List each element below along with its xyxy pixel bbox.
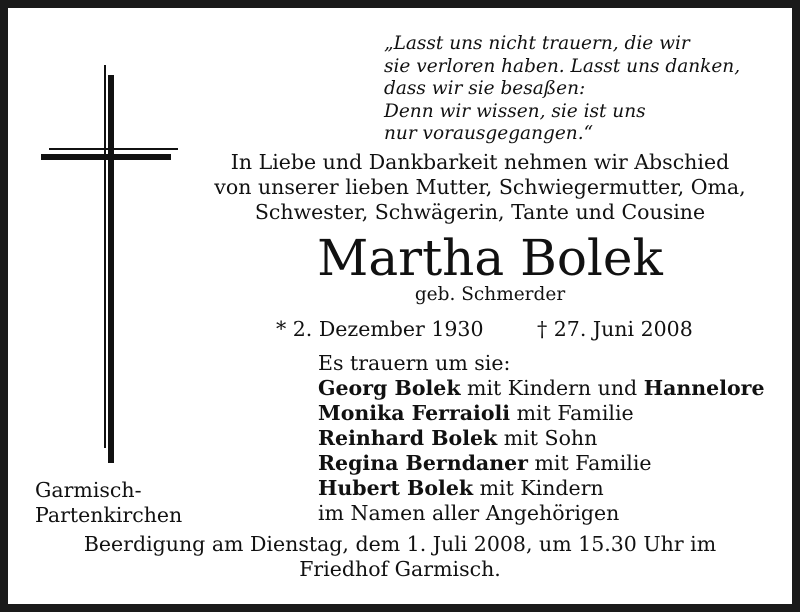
mourner-name: Georg Bolek: [318, 376, 461, 400]
place-line: Partenkirchen: [35, 503, 183, 527]
mourner-detail: mit Kindern und: [460, 376, 644, 400]
mourner-name: Monika Ferraioli: [318, 401, 511, 425]
mourner-name: Hannelore: [643, 376, 765, 400]
mourner-name: Hubert Bolek: [318, 476, 474, 500]
intro-text: [170, 150, 790, 225]
poem-line: sie verloren haben. Lasst uns danken,: [384, 55, 741, 77]
mourner-detail: mit Sohn: [497, 426, 598, 450]
mourner-detail: mit Familie: [510, 401, 634, 425]
poem-line: dass wir sie besaßen:: [384, 78, 586, 99]
poem-line: Denn wir wissen, sie ist uns: [384, 100, 646, 122]
mourner-detail: mit Familie: [527, 451, 652, 475]
mourner-row: [318, 476, 765, 501]
mourner-name: Regina Berndaner: [318, 451, 528, 475]
funeral-line: Friedhof Garmisch.: [299, 557, 501, 581]
mourner-name: Reinhard Bolek: [318, 426, 498, 450]
poem-quote: [384, 33, 740, 146]
deceased-name: Martha Bolek: [317, 229, 663, 287]
mourner-row: [318, 426, 765, 451]
mourners-closing: im Namen aller Angehörigen: [318, 501, 620, 525]
place-line: Garmisch-: [35, 478, 142, 502]
birth-date: * 2. Dezember 1930: [276, 317, 484, 341]
place-name: [35, 478, 182, 528]
poem-line: nur vorausgegangen.“: [384, 123, 594, 144]
birth-name: geb. Schmerder: [414, 284, 566, 305]
intro-line: Schwester, Schwägerin, Tante und Cousine: [254, 200, 706, 224]
funeral-notice: [0, 532, 800, 582]
funeral-line: Beerdigung am Dienstag, dem 1. Juli 2008, um 15.30 Uhr im: [83, 532, 717, 556]
mourner-row: [318, 451, 765, 476]
cross-icon-horizontal: [41, 145, 178, 163]
mourner-detail: mit Kindern: [473, 476, 604, 500]
intro-line: von unserer lieben Mutter, Schwiegermutter, Oma,: [214, 175, 746, 199]
poem-line: „Lasst uns nicht trauern, die wir: [384, 33, 690, 54]
mourner-row: [318, 376, 765, 401]
mourner-row: [318, 401, 765, 426]
mourners-intro: Es trauern um sie:: [318, 351, 511, 375]
death-date: † 27. Juni 2008: [537, 317, 693, 341]
intro-line: In Liebe und Dankbarkeit nehmen wir Abschied: [230, 150, 730, 174]
mourners-list: [318, 351, 765, 526]
